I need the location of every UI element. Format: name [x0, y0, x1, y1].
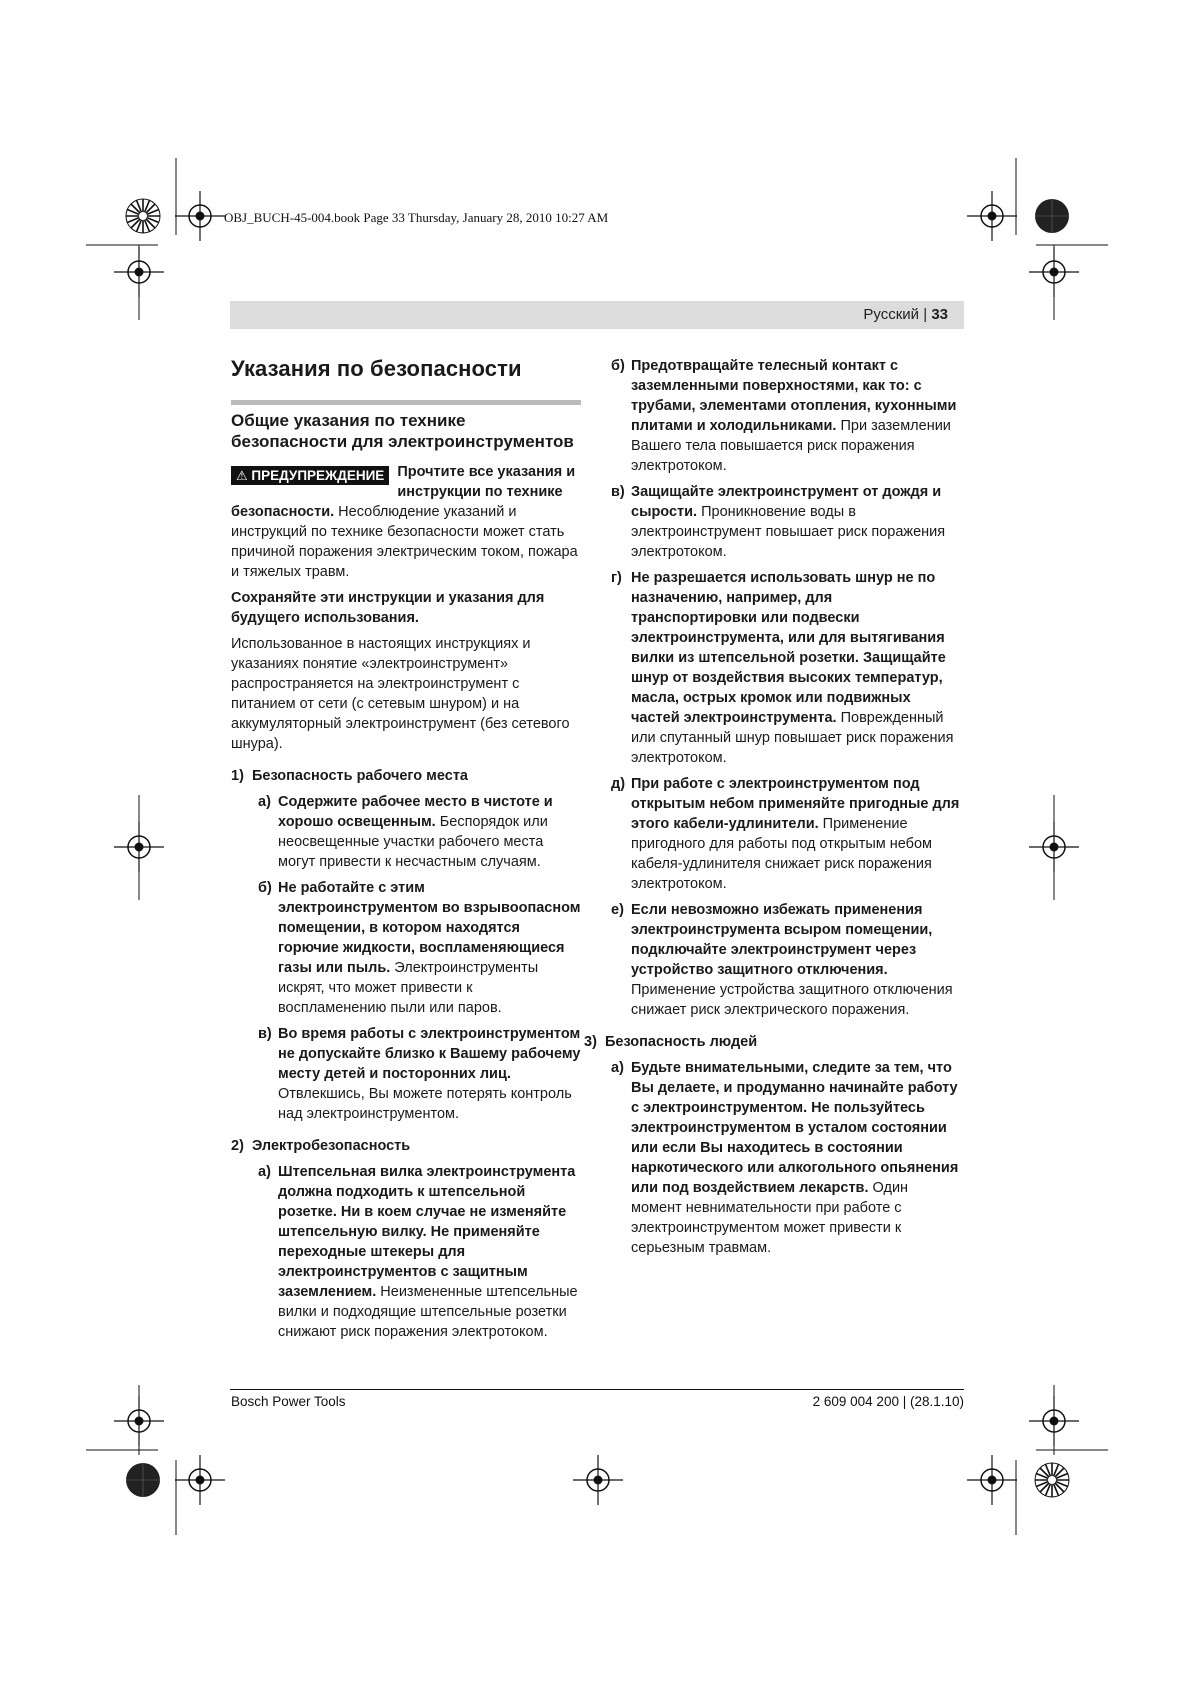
left-column	[231, 356, 581, 1348]
list-item: е) Если невозможно избежать применения электроинструмента всыром помещении, подключайте электроинструмент через устройство защитного отключения. Применение устройства защитного отключения снижает риск электрического поражения.	[611, 902, 953, 1018]
list-item: г) Не разрешается использовать шнур не по назначению, например, для транспортировки или подвески электроинструмента, или для вытягивания вилки из штепсельной розетки. Защищайте шнур от воздействия высоких температур, масла, острых кромок или подвижных частей электроинструмента. Поврежденный или спутанный шнур повышает риск поражения электротоком.	[611, 570, 954, 766]
list-item: д) При работе с электроинструментом под открытым небом применяйте пригодные для этого кабели-удлинители. Применение пригодного для работы под открытым небом кабеля-удлинителя снижает риск поражения электротоком.	[611, 776, 960, 892]
section-subtitle: Общие указания по технике безопасности для электроинструментов	[231, 400, 581, 452]
right-column	[584, 356, 961, 1264]
page-header	[863, 306, 948, 323]
list-item: a) Содержите рабочее место в чистоте и хорошо освещенным. Беспорядок или неосвещенные участки рабочего места могут привести к несчастным случаям.	[258, 794, 553, 870]
warning-text: Несоблюдение указаний и инструкций по технике безопасности может стать причиной поражения электрическим током, пожара и тяжелых травм.	[231, 504, 578, 580]
warning-triangle-icon: ⚠	[236, 468, 248, 483]
section-1-items	[258, 792, 581, 1124]
warning-badge: ⚠ ПРЕДУПРЕЖДЕНИЕ	[231, 466, 389, 485]
keep-instructions-note: Сохраняйте эти инструкции и указания для будущего использования.	[231, 590, 545, 626]
list-item: б) Предотвращайте телесный контакт с заземленными поверхностями, как то: с трубами, элементами отопления, кухонными плитами и холодильниками. При заземлении Вашего тела повышается риск поражения электротоком.	[611, 358, 957, 474]
header-language: Русский	[863, 306, 920, 323]
list-item: a) Будьте внимательными, следите за тем, что Вы делаете, и продуманно начинайте работу с электроинструментом. Не пользуйтесь электроинструментом в усталом состоянии или если Вы находитесь в состоянии наркотического или алкогольного опьянения или под воздействием лекарств. Один момент невнимательности при работе с электроинструментом может привести к серьезным травмам.	[611, 1060, 959, 1256]
header-page-number: 33	[931, 306, 948, 323]
warning-bold: Прочтите все указания и инструкции по технике безопасности.	[231, 464, 576, 520]
list-item: в) Защищайте электроинструмент от дождя и сырости. Проникновение воды в электроинструмент повышает риск поражения электротоком.	[611, 484, 946, 560]
section-heading-2: 2) Электробезопасность	[231, 1138, 411, 1154]
section-heading-1: 1) Безопасность рабочего места	[231, 768, 468, 784]
list-item: в) Во время работы с электроинструментом не допускайте близко к Вашему рабочему месту детей и посторонних лиц. Отвлекшись, Вы можете потерять контроль над электроинструментом.	[258, 1026, 581, 1122]
warning-paragraph	[231, 462, 581, 582]
page-header-bar	[230, 301, 964, 329]
section-heading-3: 3) Безопасность людей	[584, 1034, 758, 1050]
definition-paragraph: Использованное в настоящих инструкциях и указаниях понятие «электроинструмент» распространяется на электроинструмент с питанием от сети (с сетевым шнуром) и на аккумуляторный электроинструмент (без сетевого шнура).	[231, 636, 570, 752]
footer-right: 2 609 004 200 | (28.1.10)	[812, 1394, 964, 1409]
page-title: Указания по безопасности	[231, 356, 522, 381]
section-2-items	[258, 1162, 581, 1342]
header-separator: |	[923, 306, 928, 323]
footer-rule	[230, 1389, 964, 1390]
list-item: a) Штепсельная вилка электроинструмента должна подходить к штепсельной розетке. Ни в коем случае не изменяйте штепсельную вилку. Не применяйте переходные штекеры для электроинструментов с защитным заземлением. Неизмененные штепсельные вилки и подходящие штепсельные розетки снижают риск поражения электротоком.	[258, 1164, 578, 1340]
print-header: OBJ_BUCH-45-004.book Page 33 Thursday, January 28, 2010 10:27 AM	[224, 210, 609, 225]
footer-left: Bosch Power Tools	[231, 1394, 346, 1409]
list-item: б) Не работайте с этим электроинструментом во взрывоопасном помещении, в котором находятся горючие жидкости, воспламеняющиеся газы или пыль. Электроинструменты искрят, что может привести к воспламенению пыли или паров.	[258, 880, 581, 1016]
